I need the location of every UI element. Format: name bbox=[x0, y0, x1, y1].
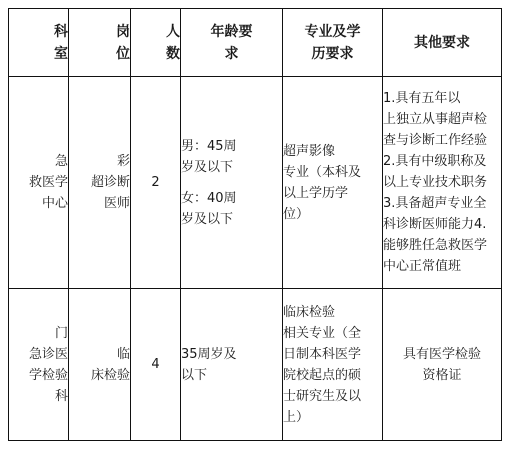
age-female: 女：40周 岁及以下 bbox=[181, 190, 237, 227]
cell-department: 急 救医学 中心 bbox=[9, 77, 69, 289]
cell-count: 4 bbox=[131, 289, 181, 441]
header-age: 年龄要 求 bbox=[181, 9, 283, 77]
header-department: 科 室 bbox=[9, 9, 69, 77]
table-row bbox=[9, 289, 502, 441]
cell-count: 2 bbox=[131, 77, 181, 289]
header-count: 人 数 bbox=[131, 9, 181, 77]
cell-department: 门 急诊医 学检验 科 bbox=[9, 289, 69, 441]
cell-other: 1.具有五年以 上独立从事超声检 查与诊断工作经验 2.具有中级职称及 以上专业技术职务 3.具备超声专业全 科诊断医师能力4. 能够胜任急救医学 中心正常值班 bbox=[383, 77, 502, 289]
age-male: 男：45周 岁及以下 bbox=[181, 138, 237, 175]
cell-major: 临床检验 相关专业（全 日制本科医学 院校起点的硕 士研究生及以 上） bbox=[283, 289, 383, 441]
cell-age bbox=[181, 77, 283, 289]
cell-other: 具有医学检验 资格证 bbox=[383, 289, 502, 441]
cell-position: 临 床检验 bbox=[69, 289, 131, 441]
header-major: 专业及学 历要求 bbox=[283, 9, 383, 77]
header-other: 其他要求 bbox=[383, 9, 502, 77]
recruitment-table bbox=[8, 8, 502, 441]
header-position: 岗 位 bbox=[69, 9, 131, 77]
table-row bbox=[9, 77, 502, 289]
cell-age: 35周岁及 以下 bbox=[181, 289, 283, 441]
table-header-row bbox=[9, 9, 502, 77]
cell-major: 超声影像 专业（本科及 以上学历学 位） bbox=[283, 77, 383, 289]
cell-position: 彩 超诊断 医师 bbox=[69, 77, 131, 289]
